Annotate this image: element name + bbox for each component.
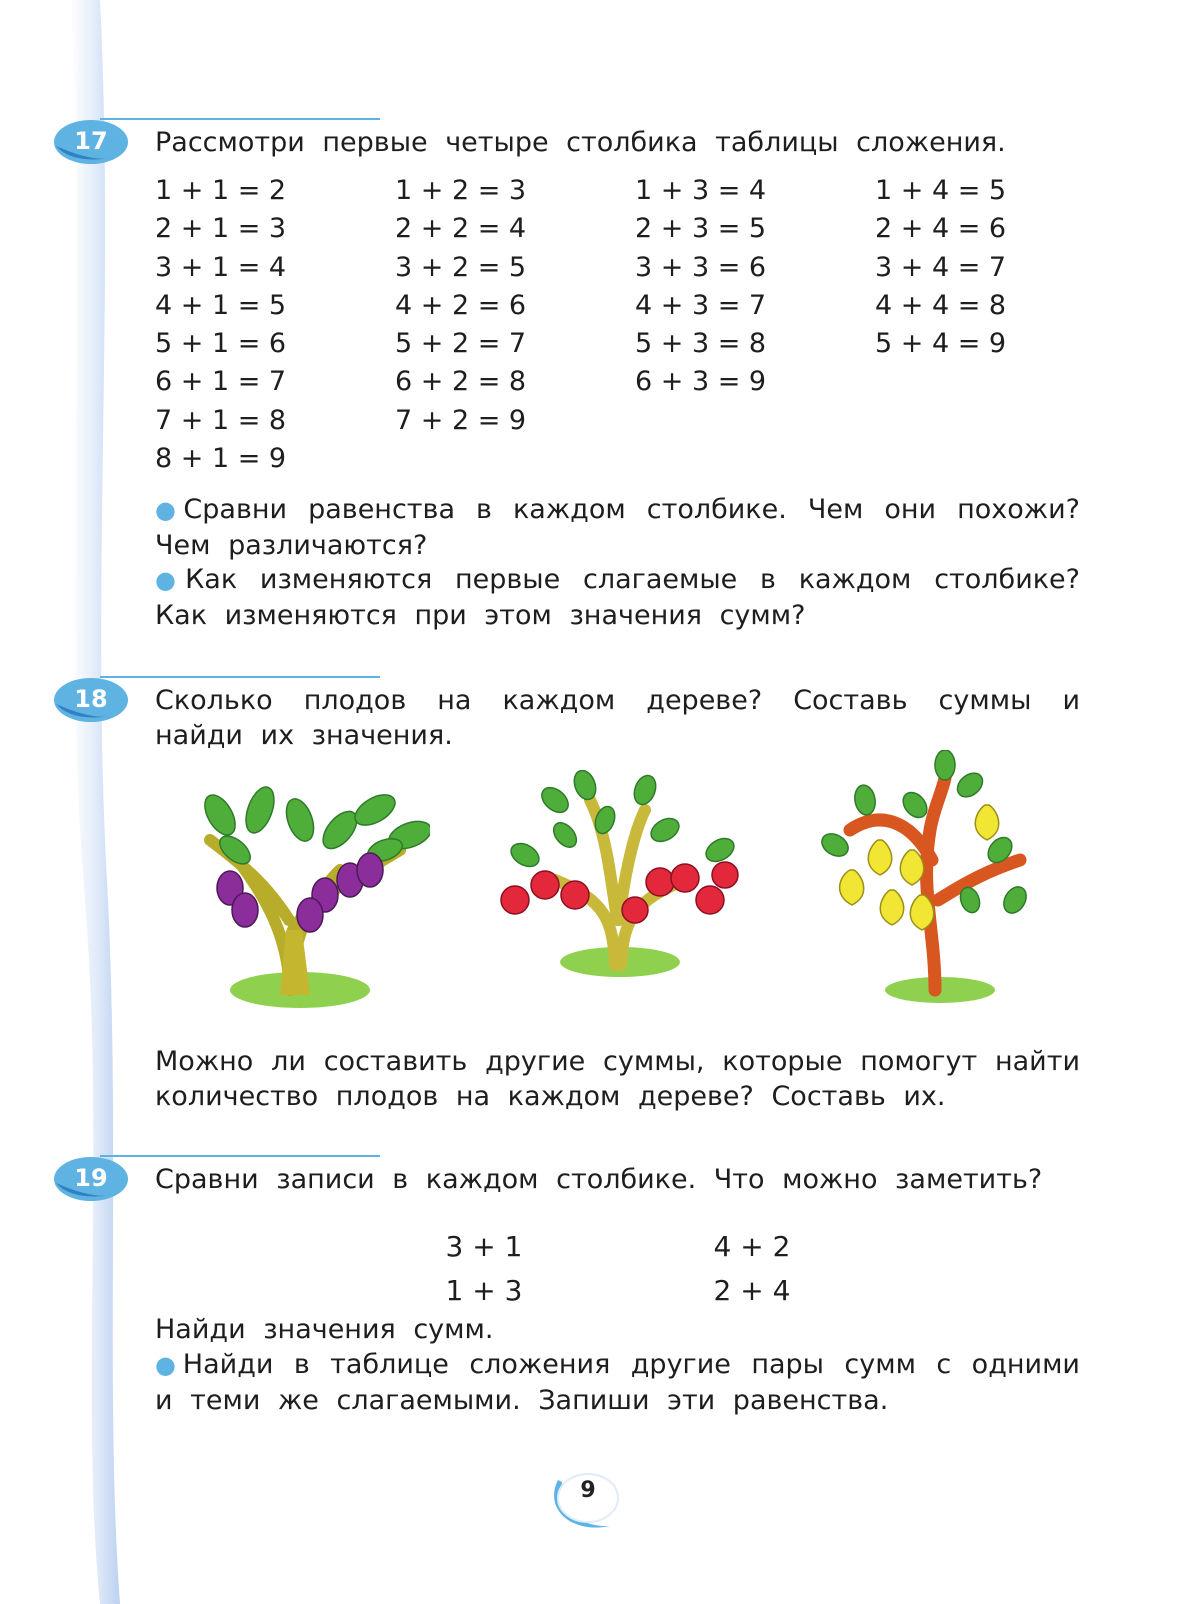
bullet-icon: ●	[155, 496, 180, 524]
page-number-badge	[548, 1470, 628, 1534]
addition-column-2	[395, 172, 526, 440]
apple-tree-illustration	[495, 770, 745, 1000]
addition-equation: 5 + 1 = 6	[155, 328, 287, 360]
pear-tree-illustration	[820, 750, 1030, 1010]
sum-expression: 3 + 1	[445, 1230, 523, 1263]
addition-equation: 7 + 1 = 8	[155, 404, 287, 436]
addition-column-1	[155, 172, 286, 478]
addition-equation: 5 + 3 = 8	[635, 328, 767, 360]
addition-equation: 6 + 1 = 7	[155, 366, 287, 398]
addition-equation: 2 + 2 = 4	[395, 213, 527, 245]
addition-equation: 5 + 2 = 7	[395, 328, 527, 360]
exercise-19-task: Найди значения сумм.	[155, 1314, 494, 1345]
exercise-17-header-line	[100, 118, 380, 120]
addition-equation: 4 + 1 = 5	[155, 289, 287, 321]
exercise-18-badge	[52, 676, 130, 724]
addition-equation: 4 + 2 = 6	[395, 289, 527, 321]
plum-tree-illustration	[190, 780, 430, 1020]
addition-equation: 2 + 1 = 3	[155, 213, 287, 245]
sum-pair-column-2	[692, 1225, 812, 1313]
exercise-19-question-1: ● Найди в таблице сложения другие пары сумм с одними и теми же слагаемыми. Запиши эти равенства.	[155, 1349, 1080, 1416]
sum-pair-column-1	[424, 1225, 544, 1313]
exercise-18-number: 18	[74, 685, 108, 713]
exercise-17-number: 17	[74, 127, 108, 155]
sum-expression: 2 + 4	[713, 1274, 791, 1307]
page-number: 9	[580, 1478, 596, 1503]
addition-equation: 3 + 1 = 4	[155, 251, 287, 283]
addition-equation: 1 + 4 = 5	[875, 175, 1007, 206]
addition-equation: 1 + 2 = 3	[395, 175, 527, 206]
addition-equation: 3 + 3 = 6	[635, 251, 767, 283]
exercise-17-intro: Рассмотри первые четыре столбика таблицы сложения.	[155, 127, 1006, 158]
addition-column-4	[875, 172, 1006, 363]
exercise-18-outro: Можно ли составить другие суммы, которые помогут найти количество плодов на каждом дереве? Составь их.	[155, 1046, 1080, 1112]
addition-equation: 1 + 3 = 4	[635, 175, 767, 206]
addition-column-3	[635, 172, 766, 402]
exercise-19-number: 19	[74, 1164, 108, 1192]
bullet-icon: ●	[155, 566, 182, 594]
exercise-18-header-line	[100, 676, 380, 678]
addition-equation: 2 + 4 = 6	[875, 213, 1007, 245]
addition-equation: 1 + 1 = 2	[155, 175, 287, 206]
addition-equation: 4 + 4 = 8	[875, 289, 1007, 321]
addition-equation: 7 + 2 = 9	[395, 404, 527, 436]
addition-equation: 2 + 3 = 5	[635, 213, 767, 245]
exercise-17-question-2: ● Как изменяются первые слагаемые в каждом столбике? Как изменяются при этом значения сумм?	[155, 564, 1080, 631]
exercise-17-badge	[52, 118, 130, 166]
exercise-19-intro: Сравни записи в каждом столбике. Что можно заметить?	[155, 1164, 1043, 1195]
addition-equation: 3 + 2 = 5	[395, 251, 527, 283]
exercise-19-badge	[52, 1155, 130, 1203]
bullet-icon: ●	[155, 1351, 179, 1379]
addition-equation: 5 + 4 = 9	[875, 328, 1007, 360]
exercise-19-header-line	[100, 1155, 380, 1157]
addition-equation: 6 + 2 = 8	[395, 366, 527, 398]
addition-equation: 6 + 3 = 9	[635, 366, 767, 398]
addition-equation: 3 + 4 = 7	[875, 251, 1007, 283]
addition-equation: 8 + 1 = 9	[155, 443, 287, 475]
exercise-17-question-1: ● Сравни равенства в каждом столбике. Чем они похожи? Чем различаются?	[155, 494, 1080, 561]
addition-equation: 4 + 3 = 7	[635, 289, 767, 321]
exercise-18-intro: Сколько плодов на каждом дереве? Составь суммы и найди их значения.	[155, 685, 1080, 751]
sum-expression: 4 + 2	[713, 1230, 791, 1263]
sum-expression: 1 + 3	[445, 1274, 523, 1307]
page-edge-decoration	[60, 0, 130, 1604]
